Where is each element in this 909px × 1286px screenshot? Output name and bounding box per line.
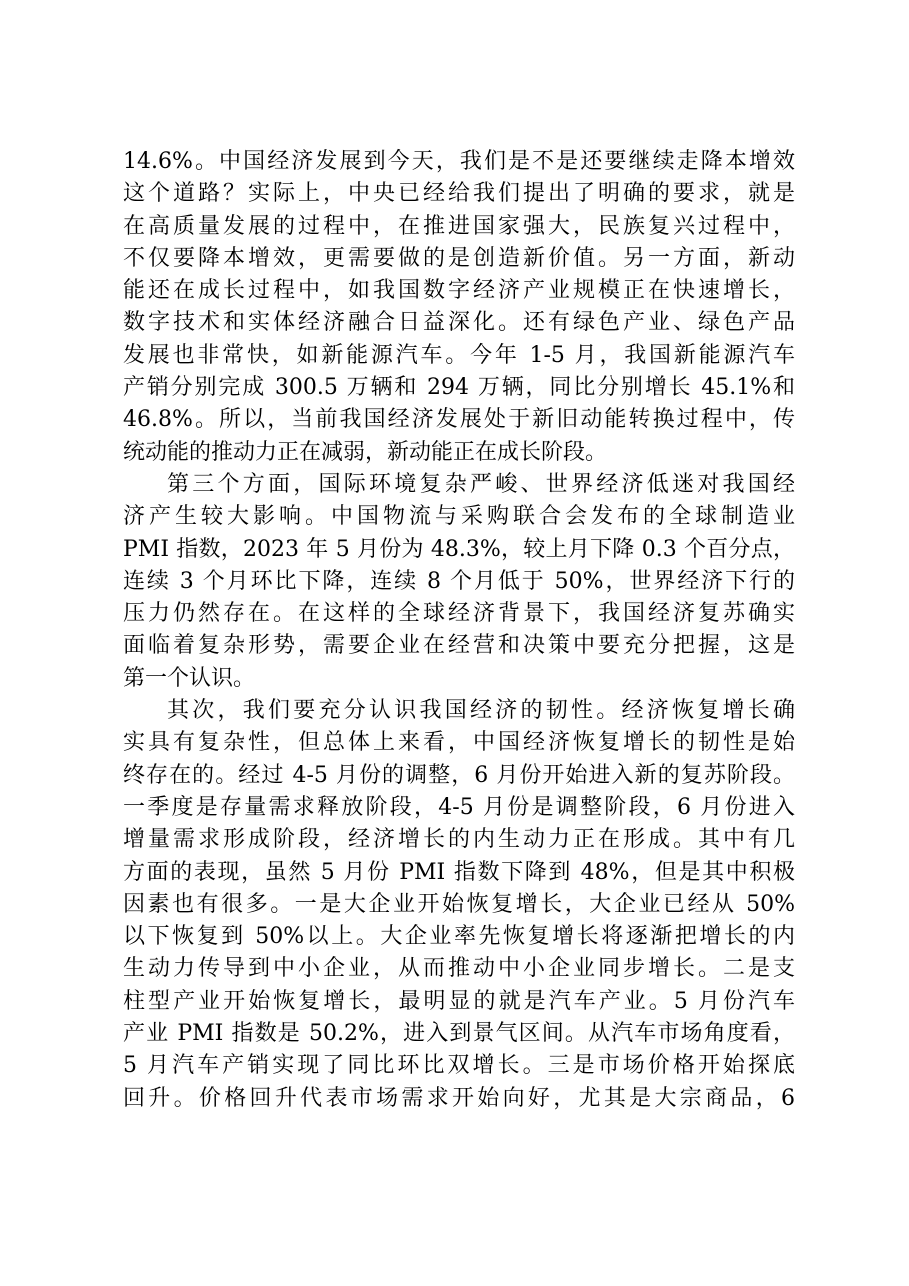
- text-line: 产销分别完成 300.5 万辆和 294 万辆，同比分别增长 45.1%和: [123, 375, 795, 401]
- text-line: 方面的表现，虽然 5 月份 PMI 指数下降到 48%，但是其中积极: [123, 859, 795, 885]
- text-line: 连续 3 个月环比下降，连续 8 个月低于 50%，世界经济下行的: [123, 568, 795, 594]
- text-line: 46.8%。所以，当前我国经济发展处于新旧动能转换过程中，传: [123, 407, 795, 433]
- text-line: 济产生较大影响。中国物流与采购联合会发布的全球制造业: [123, 504, 795, 530]
- paragraph-first-line: 其次，我们要充分认识我国经济的韧性。经济恢复增长确: [167, 698, 795, 724]
- text-line: 生动力传导到中小企业，从而推动中小企业同步增长。二是支: [123, 956, 795, 982]
- text-line: 实具有复杂性，但总体上来看，中国经济恢复增长的韧性是始: [123, 730, 795, 756]
- text-line: 柱型产业开始恢复增长，最明显的就是汽车产业。5 月份汽车: [123, 988, 795, 1014]
- text-line: 14.6%。中国经济发展到今天，我们是不是还要继续走降本增效: [123, 149, 795, 174]
- text-line: 压力仍然存在。在这样的全球经济背景下，我国经济复苏确实: [123, 601, 795, 627]
- text-line: 产业 PMI 指数是 50.2%，进入到景气区间。从汽车市场角度看，: [123, 1021, 795, 1047]
- text-line: PMI 指数，2023 年 5 月份为 48.3%，较上月下降 0.3 个百分点，: [123, 536, 795, 562]
- text-line: 5 月汽车产销实现了同比环比双增长。三是市场价格开始探底: [123, 1053, 795, 1079]
- text-line: 面临着复杂形势，需要企业在经营和决策中要充分把握，这是: [123, 633, 795, 659]
- text-line: 统动能的推动力正在减弱，新动能正在成长阶段。: [123, 439, 608, 465]
- text-line: 第一个认识。: [123, 665, 256, 691]
- text-line: 数字技术和实体经济融合日益深化。还有绿色产业、绿色产品: [123, 310, 795, 336]
- text-line: 回升。价格回升代表市场需求开始向好，尤其是大宗商品，6: [123, 1085, 795, 1111]
- document-body: [123, 146, 795, 1115]
- text-line: 一季度是存量需求释放阶段，4-5 月份是调整阶段，6 月份进入: [123, 794, 795, 820]
- text-line: 因素也有很多。一是大企业开始恢复增长，大企业已经从 50%: [123, 891, 795, 917]
- text-line: 增量需求形成阶段，经济增长的内生动力正在形成。其中有几: [123, 827, 795, 853]
- text-line: 能还在成长过程中，如我国数字经济产业规模正在快速增长，: [123, 278, 795, 304]
- text-line: 终存在的。经过 4-5 月份的调整，6 月份开始进入新的复苏阶段。: [123, 762, 795, 788]
- text-line: 不仅要降本增效，更需要做的是创造新价值。另一方面，新动: [123, 245, 795, 271]
- text-line: 这个道路？实际上，中央已经给我们提出了明确的要求，就是: [123, 181, 795, 207]
- text-line: 发展也非常快，如新能源汽车。今年 1-5 月，我国新能源汽车: [123, 342, 795, 368]
- text-line: 在高质量发展的过程中，在推进国家强大，民族复兴过程中，: [123, 213, 795, 239]
- paragraph-first-line: 第三个方面，国际环境复杂严峻、世界经济低迷对我国经: [167, 471, 795, 497]
- text-line: 以下恢复到 50%以上。大企业率先恢复增长将逐渐把增长的内: [123, 924, 795, 950]
